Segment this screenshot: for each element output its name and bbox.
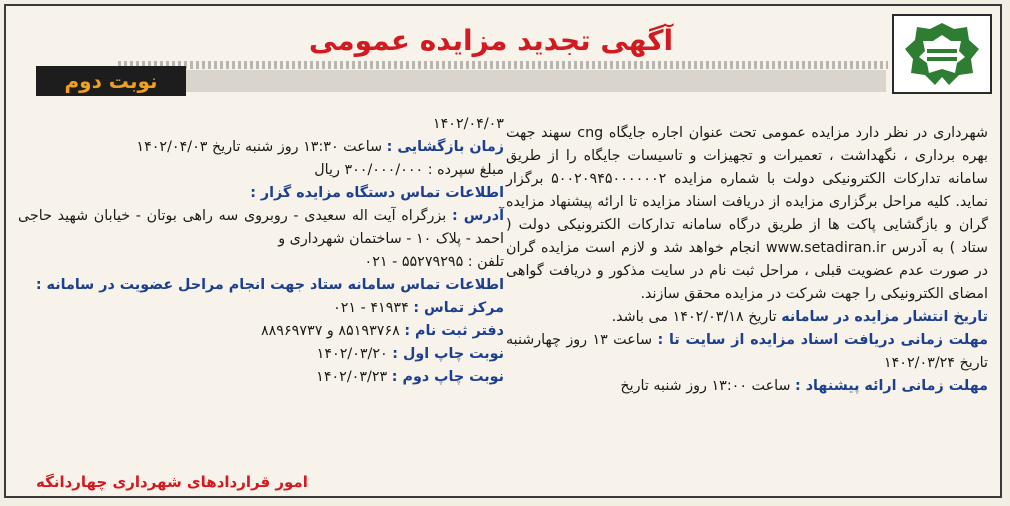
registry-label: دفتر ثبت نام : xyxy=(404,323,504,339)
offer-label: مهلت زمانی ارائه پیشنهاد : xyxy=(795,378,988,394)
offer-value: ساعت ۱۳:۰۰ روز شنبه تاریخ xyxy=(620,378,791,394)
address-row xyxy=(18,205,504,251)
contact-center-row xyxy=(18,297,504,320)
deposit-row: مبلغ سپرده : ۳۰۰/۰۰۰/۰۰۰ ریال xyxy=(314,162,504,178)
docs-value: ساعت ۱۳ روز چهارشنبه تاریخ ۱۴۰۲/۰۳/۲۴ xyxy=(506,332,988,371)
contact-center-label: مرکز تماس : xyxy=(413,300,504,316)
opening-label: زمان بازگشایی : xyxy=(386,139,504,155)
contact-heading: اطلاعات تماس دستگاه مزایده گزار : xyxy=(250,185,504,201)
header-strip xyxy=(186,70,886,92)
first-print-row xyxy=(18,343,504,366)
docs-label: مهلت زمانی دریافت اسناد مزایده از سایت تا : xyxy=(657,332,989,348)
opening-row xyxy=(18,136,504,159)
first-print-label: نوبت چاپ اول : xyxy=(392,346,504,362)
right-column xyxy=(506,122,988,398)
footer-signature: امور قراردادهای شهرداری چهاردانگه xyxy=(36,473,308,491)
second-print-row xyxy=(18,366,504,389)
offer-date: ۱۴۰۲/۰۴/۰۳ xyxy=(432,116,504,132)
address-value: بزرگراه آیت اله سعیدی - روبروی سه راهی بوتان - خیابان شهید حاجی احمد - پلاک ۱۰ - ساختمان شهرداری و xyxy=(18,208,504,247)
notice-title: آگهی تجدید مزایده عمومی xyxy=(308,24,674,57)
publish-label: تاریخ انتشار مزایده در سامانه xyxy=(781,309,988,325)
contact-center-value: ۴۱۹۳۴ - ۰۲۱ xyxy=(333,300,409,316)
docs-deadline-row xyxy=(506,329,988,375)
municipality-logo xyxy=(892,14,992,94)
first-print-value: ۱۴۰۲/۰۳/۲۰ xyxy=(316,346,388,362)
setad-heading: اطلاعات تماس سامانه ستاد جهت انجام مراحل عضویت در سامانه : xyxy=(35,277,504,293)
second-print-value: ۱۴۰۲/۰۳/۲۳ xyxy=(316,369,388,385)
registry-row xyxy=(18,320,504,343)
left-column xyxy=(18,113,504,389)
publish-date-row xyxy=(506,306,988,329)
address-label: آدرس : xyxy=(451,208,504,224)
title-divider xyxy=(118,61,888,69)
second-print-label: نوبت چاپ دوم : xyxy=(391,369,504,385)
notice-frame xyxy=(4,4,1002,498)
opening-value: ساعت ۱۳:۳۰ روز شنبه تاریخ ۱۴۰۲/۰۴/۰۳ xyxy=(136,139,383,155)
phone-row: تلفن : ۵۵۲۷۹۲۹۵ - ۰۲۱ xyxy=(364,254,504,270)
emblem-icon xyxy=(899,19,985,89)
registry-value: ۸۵۱۹۳۷۶۸ و ۸۸۹۶۹۷۳۷ xyxy=(260,323,400,339)
notice-body: شهرداری در نظر دارد مزایده عمومی تحت عنوان اجاره جایگاه cng سهند جهت بهره برداری ، نگهداشت ، تعمیرات و تجهیزات و تاسیسات جایگاه را از طریق سامانه تدارکات الکترونیکی دولت با شماره مزایده ۵۰۰۲۰۹۴۵۰۰۰۰۰۰۲ برگزار نماید. کلیه مراحل برگزاری مزایده از دریافت اسناد مزایده تا ارائه پیشنهاد مزایده گران و بازگشایی پاکت ها از طریق درگاه سامانه تدارکات الکترونیکی دولت ( ستاد ) به آدرس www.setadiran.ir انجام خواهد شد و لازم است مزایده گران در صورت عدم عضویت قبلی ، مراحل ثبت نام در سایت مذکور و دریافت گواهی امضای الکترونیکی را جهت شرکت در مزایده محقق سازند. xyxy=(506,125,988,302)
round-badge: نوبت دوم xyxy=(36,66,186,96)
publish-value: تاریخ ۱۴۰۲/۰۳/۱۸ می باشد. xyxy=(611,309,777,325)
offer-deadline-row xyxy=(506,375,988,398)
